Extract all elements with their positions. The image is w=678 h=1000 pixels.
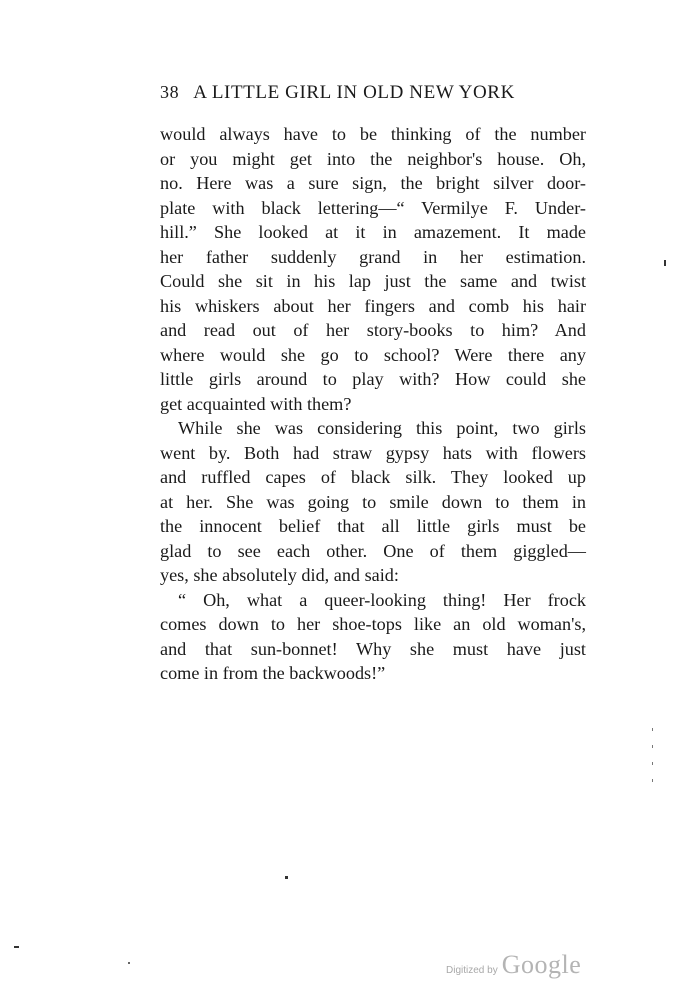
- text-line: and that sun-bonnet! Why she must have just: [160, 638, 586, 659]
- text-line: his whiskers about her fingers and comb his hair: [160, 295, 586, 316]
- text-line: glad to see each other. One of them giggled—: [160, 540, 586, 561]
- scan-mark: [652, 745, 653, 748]
- text-line: the innocent belief that all little girls must be: [160, 516, 586, 536]
- text-line: Could she sit in his lap just the same and twist: [160, 271, 586, 291]
- scan-mark: [652, 762, 653, 765]
- text-line: get acquainted with them?: [160, 393, 352, 414]
- text-line: and ruffled capes of black silk. They looked up: [160, 467, 586, 487]
- digitized-by-google-watermark: [446, 950, 581, 980]
- scan-mark: [664, 260, 666, 266]
- scan-mark: [652, 779, 653, 782]
- text-line: plate with black lettering—“ Vermilye F. Under-: [160, 197, 586, 218]
- scan-mark: [14, 946, 19, 948]
- text-line: yes, she absolutely did, and said:: [160, 565, 399, 585]
- text-line: would always have to be thinking of the number: [160, 124, 586, 144]
- text-line: where would she go to school? Were there any: [160, 344, 586, 365]
- watermark-prefix: Digitized by: [446, 965, 498, 976]
- scan-mark: [285, 876, 288, 879]
- body-text: [160, 122, 586, 686]
- text-line: come in from the backwoods!”: [160, 663, 386, 683]
- text-line: no. Here was a sure sign, the bright silver door-: [160, 173, 586, 193]
- text-line: and read out of her story-books to him? And: [160, 320, 586, 340]
- text-line: at her. She was going to smile down to them in: [160, 491, 586, 512]
- text-line: or you might get into the neighbor's house. Oh,: [160, 148, 586, 169]
- scan-mark: [652, 728, 653, 731]
- text-line: comes down to her shoe-tops like an old woman's,: [160, 614, 586, 634]
- text-line: “ Oh, what a queer-looking thing! Her frock: [178, 589, 586, 610]
- text-line: went by. Both had straw gypsy hats with flowers: [160, 442, 586, 463]
- text-line: little girls around to play with? How could she: [160, 369, 586, 389]
- book-title: A LITTLE GIRL IN OLD NEW YORK: [193, 82, 515, 103]
- google-logo: Google: [501, 950, 582, 979]
- text-line: her father suddenly grand in her estimation.: [160, 246, 586, 267]
- text-line: hill.” She looked at it in amazement. It made: [160, 222, 586, 242]
- running-header: [160, 82, 550, 108]
- text-line: While she was considering this point, two girls: [178, 418, 586, 438]
- page-number: 38: [160, 82, 180, 102]
- scan-mark: [128, 962, 130, 964]
